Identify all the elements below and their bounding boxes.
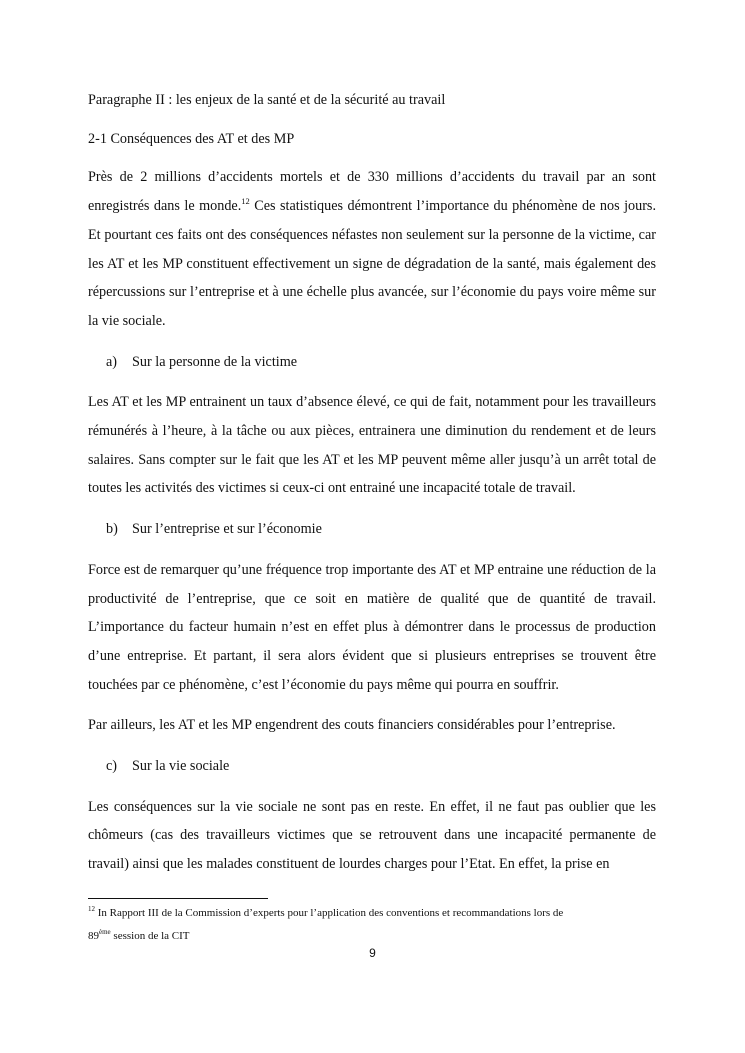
- ordinal-suffix: ème: [99, 928, 111, 936]
- list-label: b): [106, 521, 118, 538]
- subsection-a-heading: [106, 348, 656, 377]
- subsection-c-heading: [106, 752, 656, 781]
- list-title: Sur l’entreprise et sur l’économie: [132, 521, 322, 538]
- economy-paragraph: Force est de remarquer qu’une fréquence trop importante des AT et MP entraine une réduction de la productivité de l’entreprise, que ce soit en matière de qualité que de quantité de travail. L’importance du facteur humain n’est en effet plus à démontrer dans le processus de production d’une entreprise. Et partant, il sera alors évident que si plusieurs entreprises se trouvent être touchées par ce phénomène, c’est l’économie du pays même qui pourra en souffrir.: [88, 561, 656, 693]
- footnote-number: 12: [88, 905, 95, 913]
- list-title: Sur la vie sociale: [132, 758, 230, 775]
- document-body: [88, 86, 656, 879]
- intro-paragraph: [88, 163, 656, 335]
- intro-text-start: Près de 2 millions d’accidents mortels et de 330 millions d’accidents du travail par an sont enregistrés dans le monde.: [88, 169, 656, 215]
- costs-paragraph: Par ailleurs, les AT et les MP engendrent des couts financiers considérables pour l’entreprise.: [88, 717, 616, 734]
- victim-paragraph: Les AT et les MP entrainent un taux d’absence élevé, ce qui de fait, notamment pour les travailleurs rémunérés à l’heure, à la tâche ou aux pièces, entrainera une diminution du rendement et de leurs salaires. Sans compter sur le fait que les AT et les MP peuvent même aller jusqu’à un arrêt total de toutes les activités des victimes si ceux-ci ont entrainé une incapacité totale de travail.: [88, 394, 656, 497]
- footnote-text: In Rapport III de la Commission d’experts pour l’application des conventions et recommandations lors de: [95, 907, 564, 919]
- footnote-reference[interactable]: 12: [241, 196, 250, 207]
- paragraph-heading: Paragraphe II : les enjeux de la santé et de la sécurité au travail: [88, 92, 446, 108]
- page-number: 9: [369, 946, 376, 960]
- intro-text-end: Ces statistiques démontrent l’importance du phénomène de nos jours. Et pourtant ces faits ont des conséquences néfastes non seulement sur la personne de la victime, car les AT et les MP constituent effectivement un signe de dégradation de la santé, mais également des répercussions sur l’entreprise et à une échelle plus avancée, sur l’économie du pays voire même sur la vie sociale.: [88, 198, 656, 329]
- section-heading: 2-1 Conséquences des AT et des MP: [88, 130, 295, 147]
- footnote: [88, 902, 658, 948]
- footnote-separator: [88, 898, 268, 899]
- subsection-b-heading: [106, 515, 656, 544]
- social-paragraph: Les conséquences sur la vie sociale ne sont pas en reste. En effet, il ne faut pas oublier que les chômeurs (cas des travailleurs victimes que se retrouvent dans une incapacité permanente de travail) ainsi que les malades constituent de lourdes charges pour l’Etat. En effet, la prise en: [88, 798, 656, 873]
- footnote-line-1: [88, 902, 658, 925]
- session-text: session de la CIT: [110, 930, 190, 942]
- session-number: 89: [88, 930, 99, 942]
- list-label: c): [106, 758, 118, 775]
- list-label: a): [106, 353, 118, 370]
- footnote-line-2: [88, 925, 658, 948]
- list-title: Sur la personne de la victime: [132, 353, 298, 370]
